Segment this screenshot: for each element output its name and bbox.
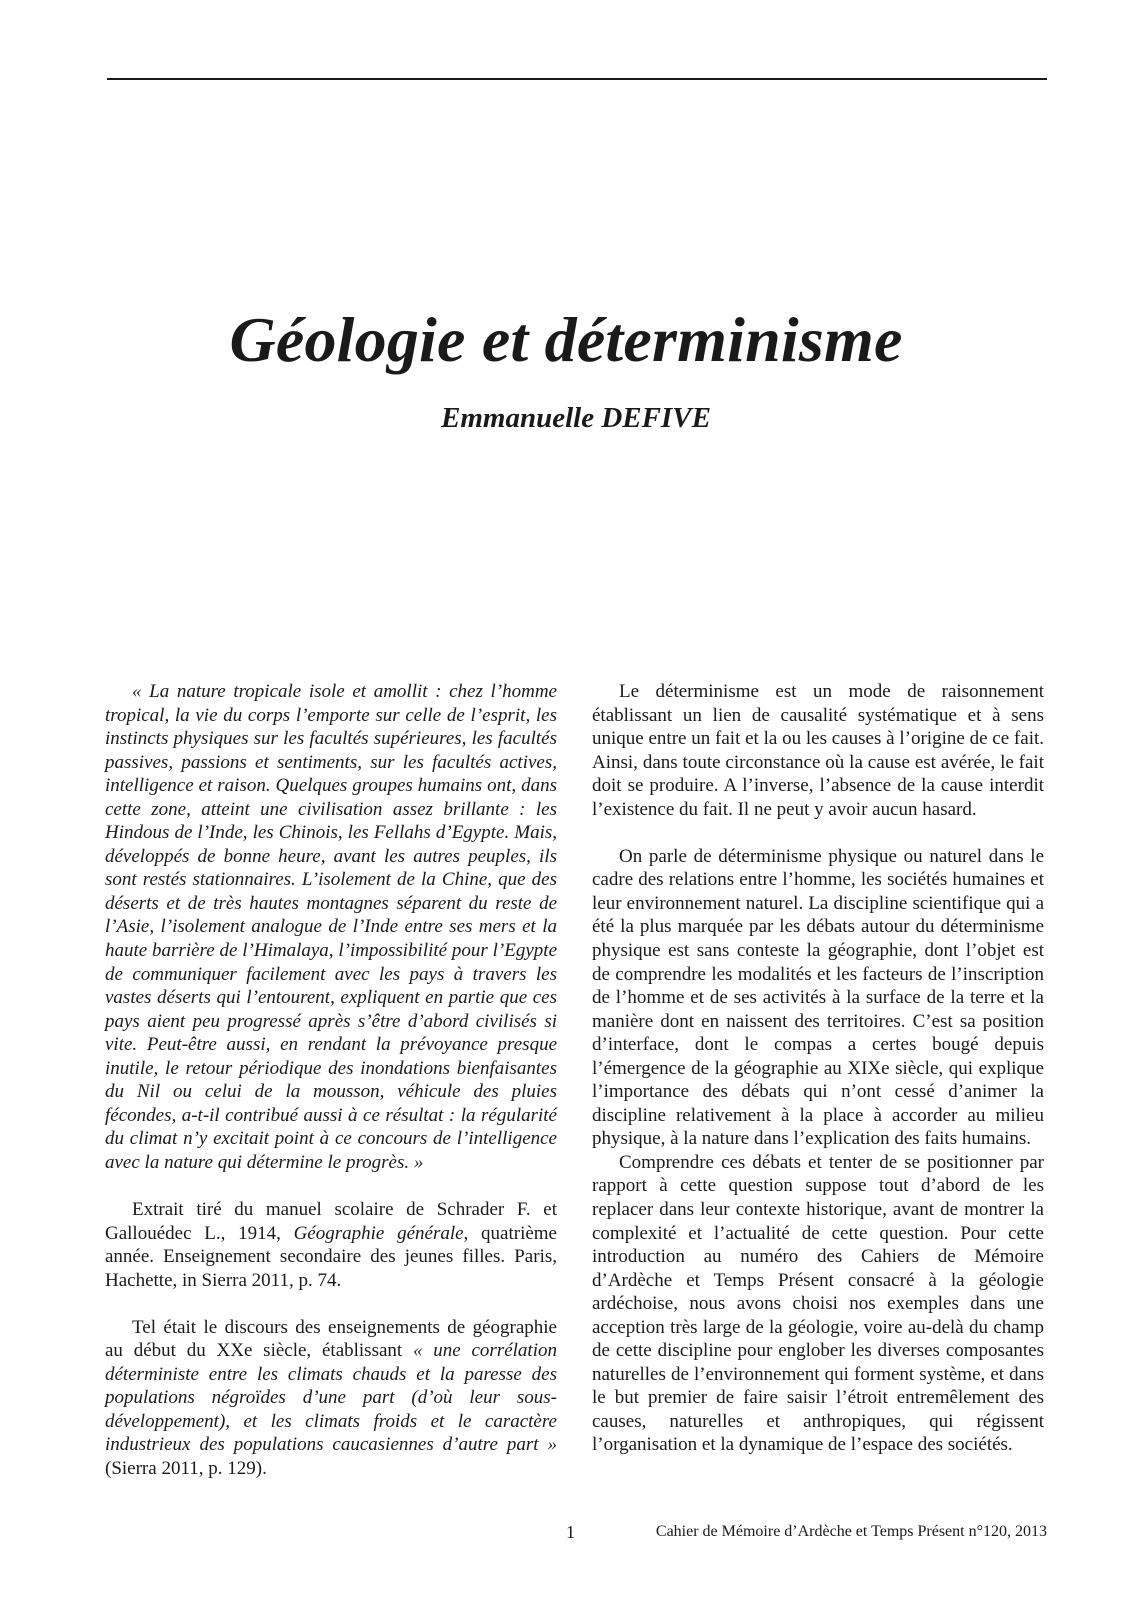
page-number: 1 bbox=[566, 1522, 575, 1542]
epigraph-quote: « La nature tropicale isole et amollit : chez l’homme tropical, la vie du corps l’emporte sur celle de l’esprit, les instincts physiques sur les facultés supérieures, les facultés passives, passions et sentiments, sur les facultés actives, intelligence et raison. Quelques groupes humains ont, dans cette zone, atteint une civilisation assez brillante : les Hindous de l’Inde, les Chinois, les Fellahs d’Egypte. Mais, développés de bonne heure, avant les autres peuples, ils sont restés stationnaires. L’isolement de la Chine, que des déserts et de très hautes montagnes séparent du reste de l’Asie, l’isolement analogue de l’Inde entre ses mers et la haute barrière de l’Himalaya, l’impossibilité pour l’Egypte de communiquer facilement avec les pays à travers les vastes déserts qui l’entourent, expliquent en partie que ces pays aient peu progressé après s’être d’abord civilisés si vite. Peut-être aussi, en rendant la prévoyance presque inutile, le retour périodique des inondations bienfaisantes du Nil ou celui de la mousson, véhicule des pluies fécondes, a-t-il contribué aussi à ce résultat : la régularité du climat n’y excitait point à ce concours de l’intelligence avec la nature qui détermine le progrès. » bbox=[105, 681, 557, 1173]
left-paragraph bbox=[105, 1316, 557, 1481]
right-paragraph-3: Comprendre ces débats et tenter de se positionner par rapport à cette question suppose tout d’abord de les replacer dans leur contexte historique, avant de montrer la complexité et l’actualité de cette question. Pour cette introduction au numéro des Cahiers de Mémoire d’Ardèche et Temps Présent consacré à la géologie ardéchoise, nous avons choisi nos exemples dans une acception très large de la géologie, voire au-delà du champ de cette discipline pour englober les diverses composantes naturelles de l’environnement qui forment système, et dans le but premier de faire saisir l’étroit entremêlement des causes, naturelles et anthropiques, qui régissent l’organisation et la dynamique de l’espace des sociétés. bbox=[592, 1151, 1044, 1456]
left-column bbox=[105, 680, 557, 1481]
header-rule bbox=[107, 78, 1047, 80]
source-text-start: Extrait tiré du manuel scolaire de Schrader F. et Gallouédec L., 1914, bbox=[105, 1198, 557, 1244]
right-column bbox=[592, 680, 1044, 1457]
source-text-end: , quatrième année. Enseignement secondaire des jeunes filles. Paris, Hachette, in Sierra 2011, p. 74. bbox=[105, 1222, 557, 1291]
page-footer bbox=[0, 1520, 1132, 1544]
left-paragraph-start: Tel était le discours des enseignements de géographie au début du XXe siècle, établissant bbox=[105, 1316, 557, 1362]
left-paragraph-end: (Sierra 2011, p. 129). bbox=[105, 1457, 267, 1479]
article-title: Géologie et déterminisme bbox=[229, 304, 903, 375]
epigraph-source bbox=[105, 1198, 557, 1292]
right-paragraph-1: Le déterminisme est un mode de raisonnement établissant un lien de causalité systématique et à sens unique entre un fait et la ou les causes à l’origine de ce fait. Ainsi, dans toute circonstance où la cause est avérée, le fait doit se produire. A l’inverse, l’absence de la cause interdit l’existence du fait. Il ne peut y avoir aucun hasard. bbox=[592, 681, 1044, 820]
right-paragraph-2: On parle de déterminisme physique ou naturel dans le cadre des relations entre l’homme, les sociétés humaines et leur environnement naturel. La discipline scientifique qui a été la plus marquée par les débats autour du déterminisme physique est sans conteste la géographie, dont l’objet est de comprendre les modalités et les facteurs de l’inscription de l’homme et de ses activités à la surface de la terre et la manière dont en naissent des territoires. C’est sa position d’interface, dont le compas a certes bougé depuis l’émergence de la géographie au XIXe siècle, qui explique l’importance des débats qui n’ont cessé d’animer la discipline relativement à la place à accorder au milieu physique, à la nature dans l’explication des faits humains. bbox=[592, 845, 1044, 1150]
source-book-title: Géographie générale bbox=[293, 1222, 464, 1244]
article-author: Emmanuelle DEFIVE bbox=[441, 402, 711, 434]
left-paragraph-quote: « une corrélation déterministe entre les climats chauds et la paresse des populations négroïdes d’une part (d’où leur sous-développement), et les climats froids et le caractère industrieux des populations caucasiennes d’autre part » bbox=[105, 1340, 557, 1456]
journal-reference: Cahier de Mémoire d’Ardèche et Temps Présent n°120, 2013 bbox=[655, 1523, 1047, 1540]
